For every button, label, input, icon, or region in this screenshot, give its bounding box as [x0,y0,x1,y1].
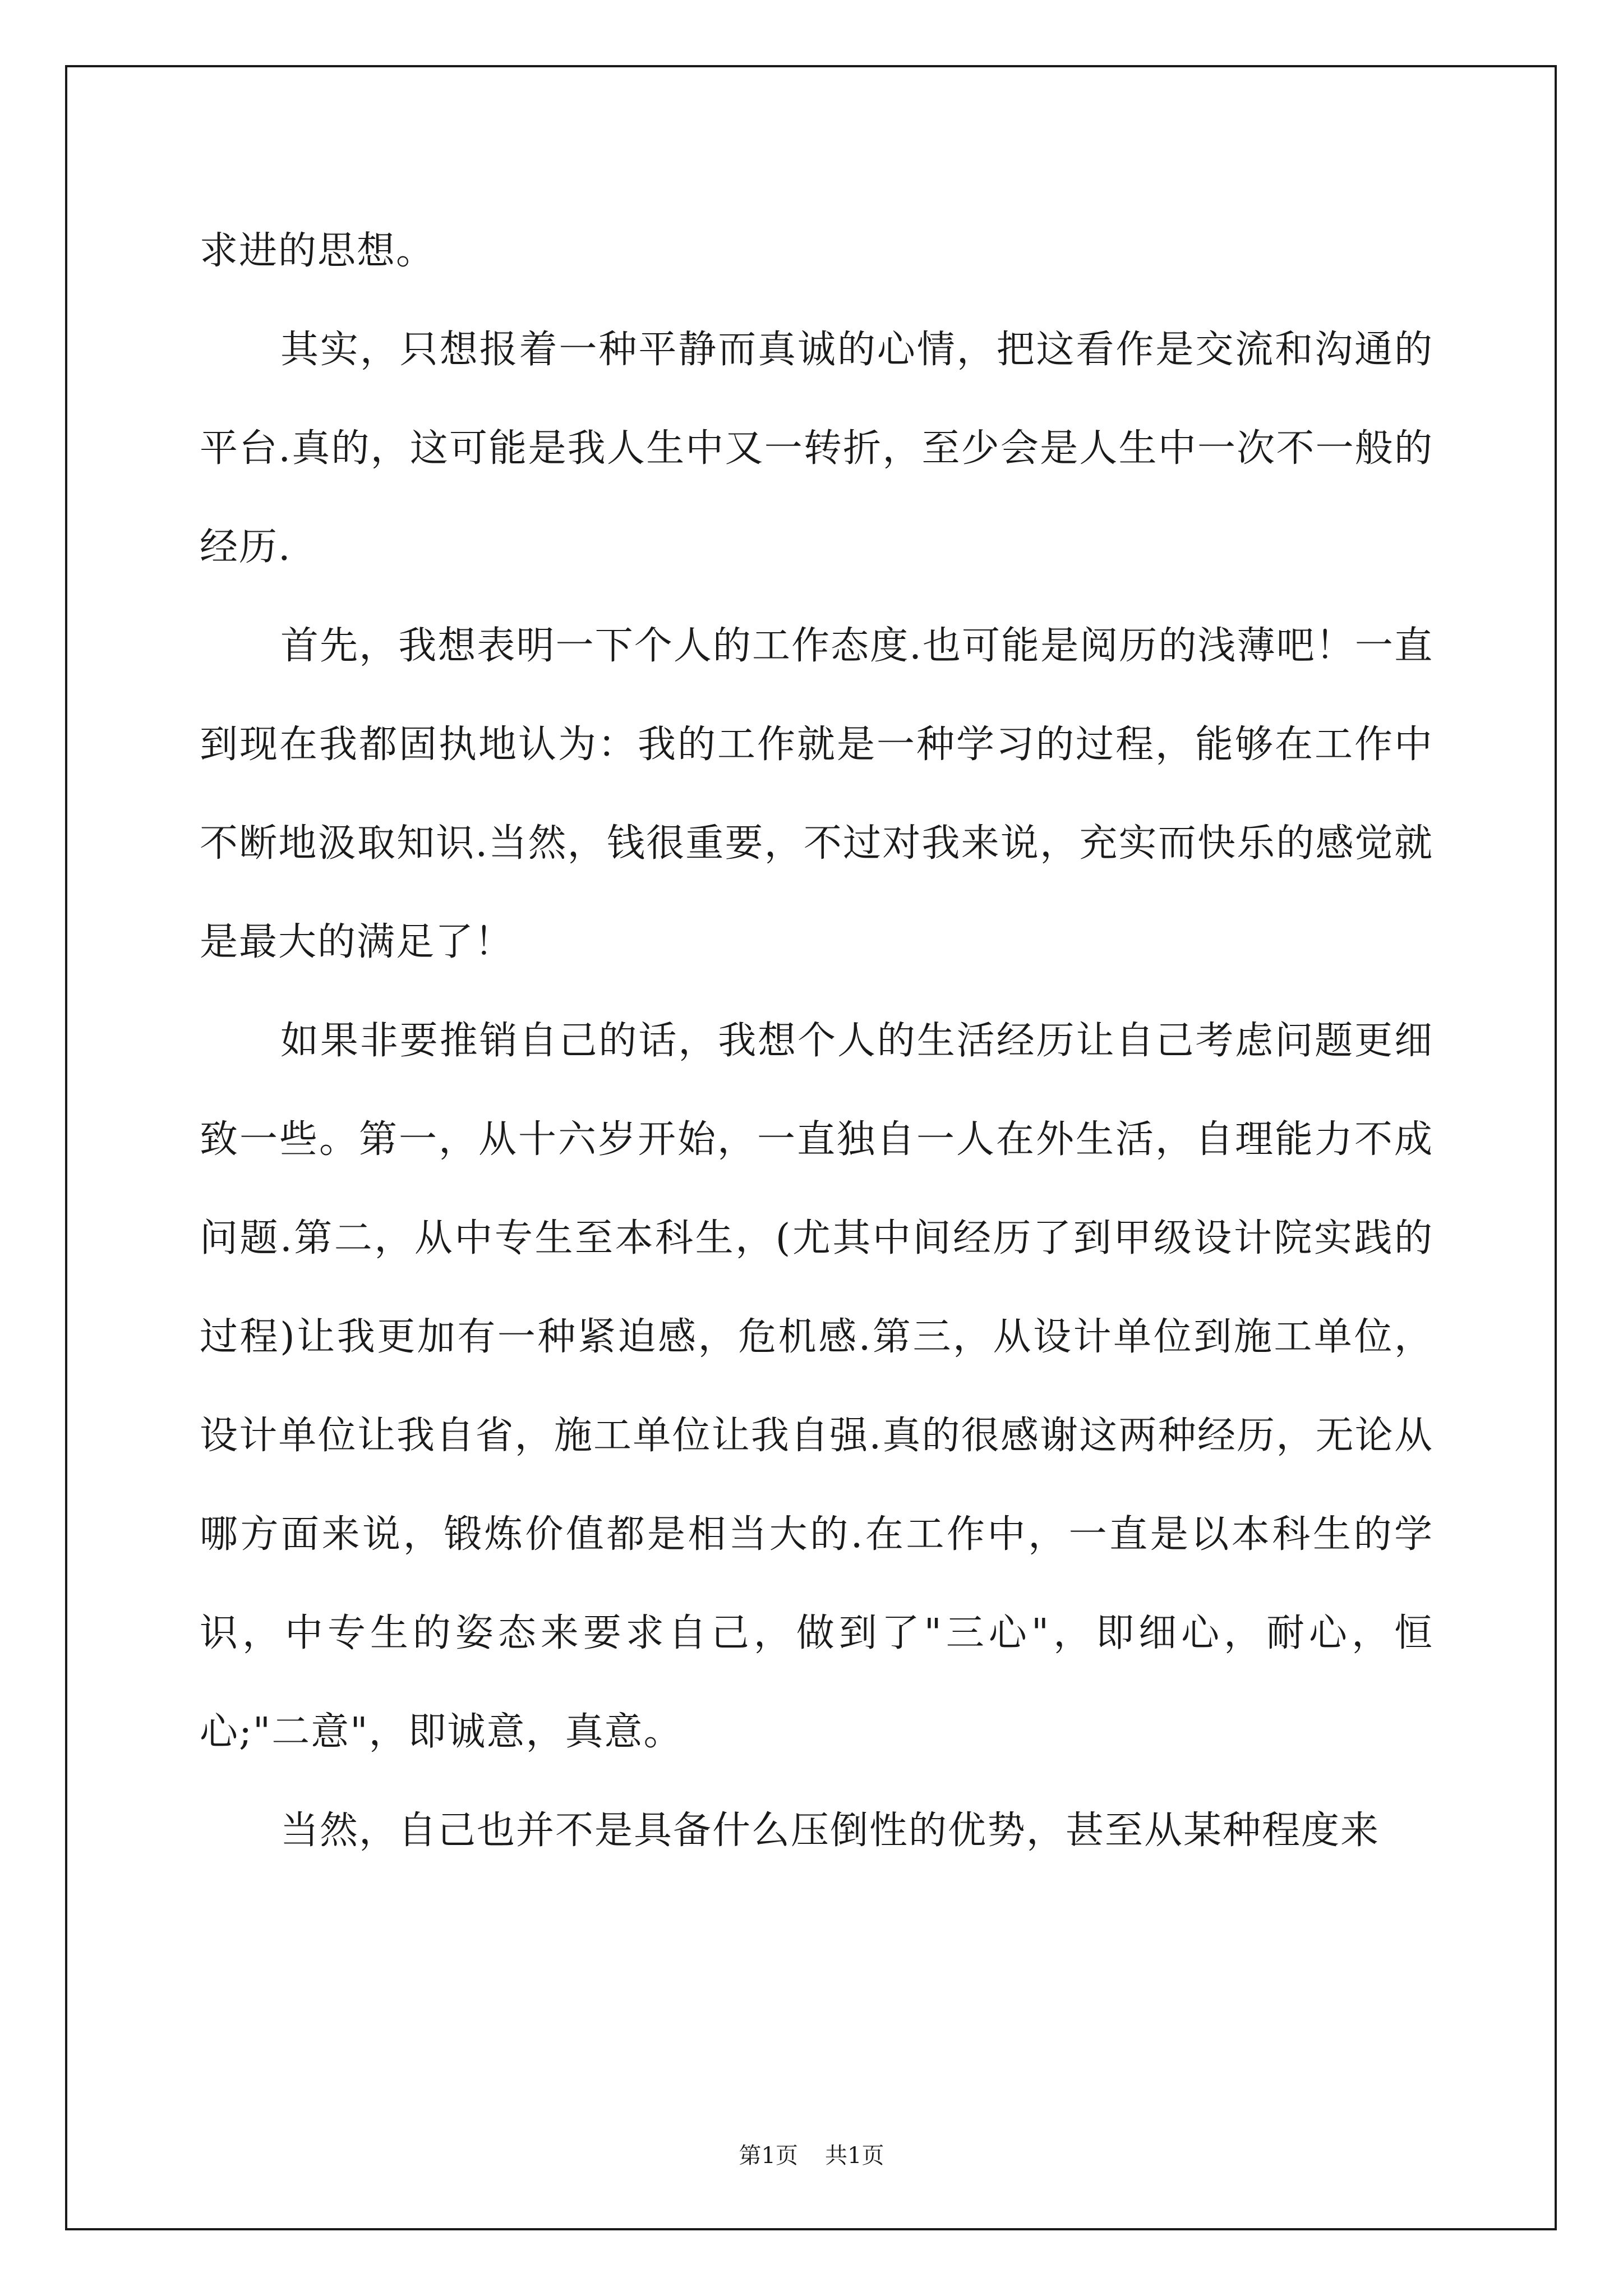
paragraph-4: 如果非要推销自己的话，我想个人的生活经历让自己考虑问题更细致一些。第一，从十六岁开始，一直独自一人在外生活，自理能力不成问题.第二，从中专生至本科生，(尤其中间经历了到甲级设计院实践的过程)让我更加有一种紧迫感，危机感.第三，从设计单位到施工单位，设计单位让我自省，施工单位让我自强.真的很感谢这两种经历，无论从哪方面来说，锻炼价值都是相当大的.在工作中，一直是以本科生的学识，中专生的姿态来要求自己，做到了"三心"，即细心，耐心，恒心;"二意"，即诚意，真意。 [200,1019,1433,1754]
page-total: 共1页 [825,2143,884,2169]
paragraph-5: 当然，自己也并不是具备什么压倒性的优势，甚至从某种程度来 [280,1809,1380,1853]
paragraph-3: 首先，我想表明一下个人的工作态度.也可能是阅历的浅薄吧！一直到现在我都固执地认为：我的工作就是一种学习的过程，能够在工作中不断地汲取知识.当然，钱很重要，不过对我来说，充实而快乐的感觉就是最大的满足了！ [200,624,1433,964]
page-footer [0,2140,1623,2171]
paragraph-2: 其实，只想报着一种平静而真诚的心情，把这看作是交流和沟通的平台.真的，这可能是我人生中又一转折，至少会是人生中一次不一般的经历. [200,328,1433,569]
document-body [200,202,1433,1880]
paragraph-1: 求进的思想。 [200,229,436,273]
page-number: 第1页 [739,2143,798,2169]
